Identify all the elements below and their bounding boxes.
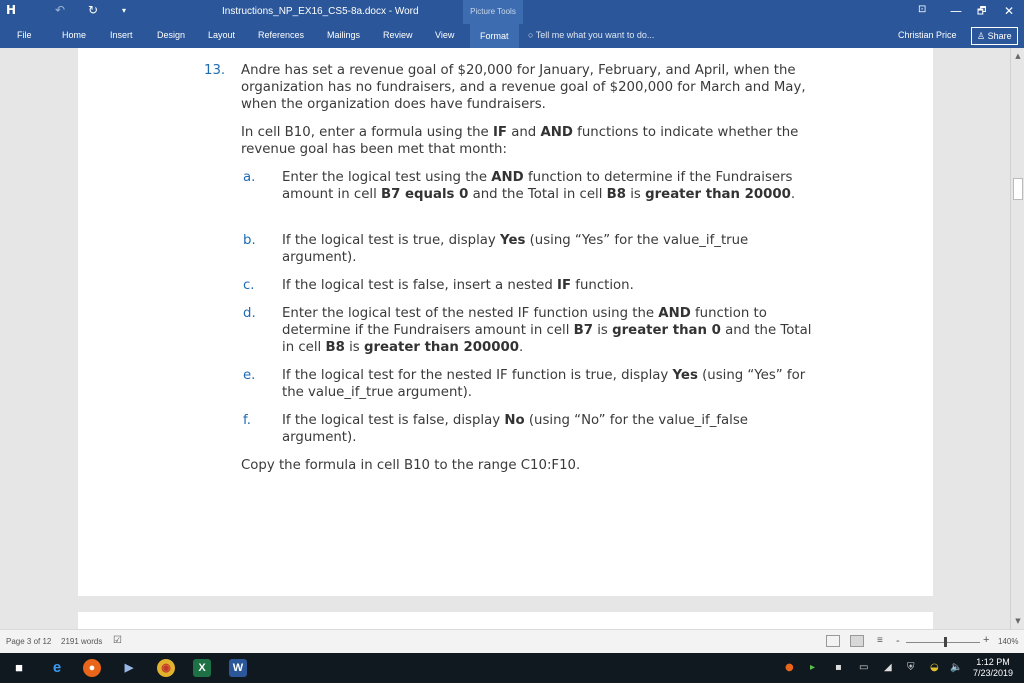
- instruction-paragraph: In cell B10, enter a formula using the IF and AND functions to indicate whether the revenue goal has been met that month:: [241, 125, 799, 157]
- update-tray-icon[interactable]: ●: [785, 662, 794, 673]
- word-icon[interactable]: W: [229, 659, 247, 677]
- tab-home[interactable]: Home: [62, 30, 87, 40]
- zoom-level[interactable]: 140%: [998, 637, 1019, 646]
- step-f-letter: f.: [243, 413, 251, 428]
- excel-icon[interactable]: X: [193, 659, 211, 677]
- zoom-slider-handle[interactable]: [944, 637, 947, 647]
- title-bar: [0, 0, 1024, 24]
- network-tray-icon[interactable]: ▪: [835, 662, 842, 673]
- step-d-letter: d.: [243, 306, 256, 321]
- ribbon-tabs: [0, 24, 1024, 48]
- tab-view[interactable]: View: [435, 30, 455, 40]
- shield-icon[interactable]: ⛨: [907, 662, 915, 673]
- status-bar: [0, 629, 1024, 653]
- step-a-letter: a.: [243, 170, 256, 185]
- step-c-text: If the logical test is false, insert a nested IF function.: [282, 278, 634, 293]
- document-page[interactable]: [78, 48, 933, 596]
- zoom-out-button[interactable]: -: [896, 635, 900, 647]
- step-c-letter: c.: [243, 278, 255, 293]
- system-clock[interactable]: [966, 657, 1020, 679]
- customize-quick-access-icon[interactable]: ▾: [122, 6, 127, 15]
- step-e-text: If the logical test for the nested IF function is true, display Yes (using “Yes” for the value_if_true argument).: [282, 368, 806, 400]
- firefox-icon[interactable]: ●: [83, 659, 101, 677]
- share-button[interactable]: ♙ Share: [971, 27, 1018, 45]
- intro-paragraph: Andre has set a revenue goal of $20,000 for January, February, and April, when the organization has no fundraisers, and a revenue goal of $200,000 for March and May, when the organization does have fundraisers.: [241, 63, 806, 112]
- wifi-icon[interactable]: ◢: [884, 662, 892, 673]
- tab-format[interactable]: Format: [470, 24, 519, 48]
- step-a-text: Enter the logical test using the AND function to determine if the Fundraisers amount in cell B7 equals 0 and the Total in cell B8 is greater than 20000.: [282, 170, 796, 202]
- web-layout-icon[interactable]: ≡: [877, 635, 883, 646]
- undo-icon[interactable]: ↶: [55, 3, 66, 17]
- print-layout-icon[interactable]: [850, 635, 864, 647]
- next-page[interactable]: [78, 612, 933, 629]
- step-b-letter: b.: [243, 233, 256, 248]
- picture-tools-label: Picture Tools: [463, 0, 523, 24]
- app-tray-icon[interactable]: ▸: [810, 662, 816, 673]
- tab-mailings[interactable]: Mailings: [327, 30, 361, 40]
- tab-file[interactable]: File: [17, 30, 32, 40]
- windows-start-icon[interactable]: ■: [15, 660, 23, 675]
- chrome-icon[interactable]: ◉: [157, 659, 175, 677]
- tab-insert[interactable]: Insert: [110, 30, 133, 40]
- proofing-icon[interactable]: ☑: [113, 635, 122, 646]
- photos-app-icon[interactable]: ▶: [124, 662, 134, 674]
- clock-date: 7/23/2019: [972, 668, 1014, 678]
- save-icon[interactable]: H: [6, 3, 17, 17]
- step-f-text: If the logical test is false, display No (using “No” for the value_if_false argument).: [282, 413, 748, 445]
- tab-references[interactable]: References: [258, 30, 305, 40]
- scroll-down-icon[interactable]: ▼: [1015, 617, 1021, 625]
- restore-button[interactable]: 🗗: [977, 6, 987, 17]
- chat-tray-icon[interactable]: ◒: [930, 662, 939, 673]
- person-icon: ♙: [977, 31, 988, 41]
- read-mode-icon[interactable]: [826, 635, 840, 647]
- zoom-slider[interactable]: [906, 642, 980, 643]
- tab-layout[interactable]: Layout: [208, 30, 236, 40]
- zoom-in-button[interactable]: +: [983, 634, 990, 646]
- edge-browser-icon[interactable]: e: [52, 659, 62, 676]
- step-e-letter: e.: [243, 368, 256, 383]
- document-area[interactable]: [0, 48, 1010, 629]
- battery-icon[interactable]: ▭: [859, 662, 869, 673]
- step-d-text: Enter the logical test of the nested IF function using the AND function to determine if the Fundraisers amount in cell B7 is greater than 0 and the Total in cell B8 is greater than 200000.: [282, 306, 812, 355]
- question-number: 13.: [204, 63, 226, 78]
- lightbulb-icon: ○: [528, 30, 536, 40]
- step-b-text: If the logical test is true, display Yes (using “Yes” for the value_if_true argument).: [282, 233, 749, 265]
- user-name[interactable]: Christian Price: [898, 30, 957, 40]
- taskbar: [0, 653, 1024, 683]
- page-count[interactable]: Page 3 of 12: [6, 637, 52, 646]
- scroll-up-icon[interactable]: ▲: [1015, 52, 1021, 60]
- scroll-thumb[interactable]: [1013, 178, 1023, 200]
- minimize-button[interactable]: —: [950, 4, 962, 18]
- clock-time: 1:12 PM: [976, 657, 1010, 667]
- word-count[interactable]: 2191 words: [61, 637, 103, 646]
- closing-paragraph: Copy the formula in cell B10 to the range C10:F10.: [241, 458, 581, 473]
- close-button[interactable]: ✕: [1004, 4, 1015, 18]
- redo-icon[interactable]: ↻: [88, 3, 99, 17]
- vertical-scrollbar[interactable]: [1010, 48, 1024, 629]
- window-title: Instructions_NP_EX16_CS5-8a.docx - Word: [222, 6, 419, 17]
- volume-icon[interactable]: 🔈: [950, 662, 963, 673]
- ribbon-display-options-icon[interactable]: ⊡: [918, 4, 927, 15]
- tab-design[interactable]: Design: [157, 30, 186, 40]
- tab-review[interactable]: Review: [383, 30, 413, 40]
- tell-me-search[interactable]: ○ Tell me what you want to do...: [528, 30, 655, 40]
